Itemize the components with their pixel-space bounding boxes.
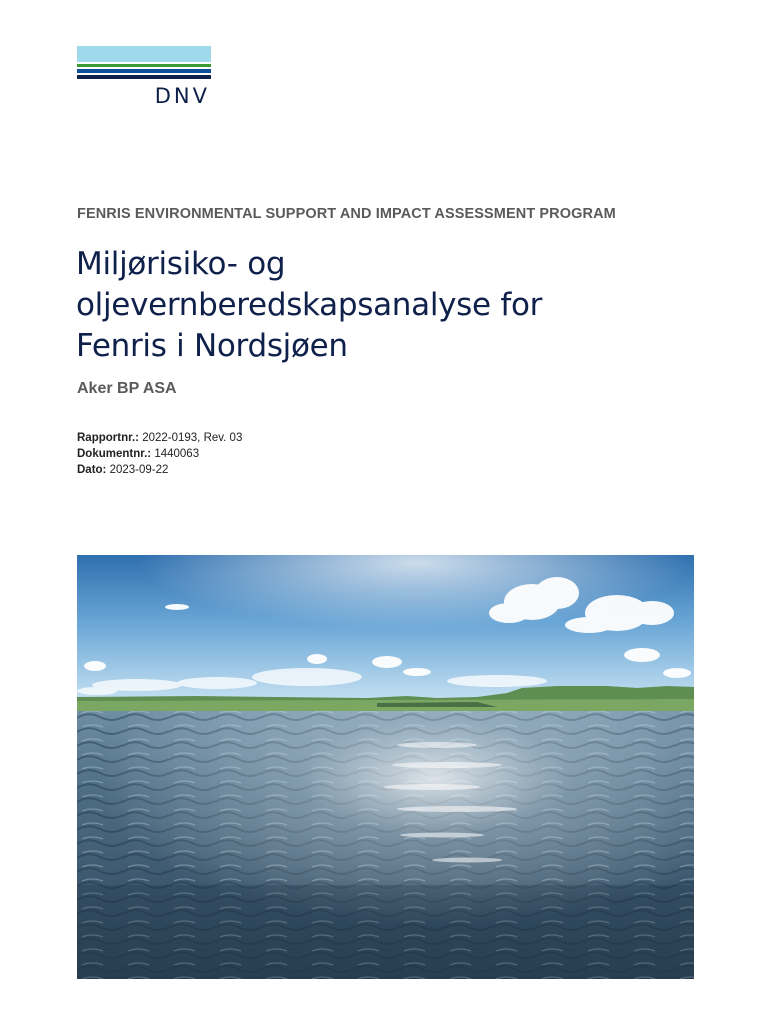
meta-value: 2022-0193, Rev. 03: [142, 432, 243, 444]
report-title: [76, 244, 716, 367]
meta-value: 2023-09-22: [109, 464, 169, 476]
program-heading: FENRIS ENVIRONMENTAL SUPPORT AND IMPACT ASSESSMENT PROGRAM: [77, 206, 616, 222]
meta-label: Dato:: [77, 464, 107, 476]
client-name: Aker BP ASA: [77, 380, 177, 397]
report-title-line: oljevernberedskapsanalyse for: [76, 287, 543, 323]
meta-document-number: [77, 446, 242, 462]
report-title-line: Miljørisiko- og: [76, 246, 286, 282]
logo-sky-band: [77, 46, 211, 62]
meta-label: Dokumentnr.:: [77, 448, 152, 460]
meta-date: [77, 462, 242, 478]
meta-value: 1440063: [154, 448, 200, 460]
logo-wordmark: DNV: [154, 84, 210, 108]
dnv-logo: [77, 46, 211, 107]
meta-report-number: [77, 430, 242, 446]
logo-navy-band: [77, 75, 211, 79]
sea-with-coastline-photo: [77, 555, 694, 979]
photo-illustration: [77, 555, 694, 979]
report-title-line: Fenris i Nordsjøen: [76, 328, 348, 364]
report-metadata: [77, 430, 242, 478]
meta-label: Rapportnr.:: [77, 432, 139, 444]
